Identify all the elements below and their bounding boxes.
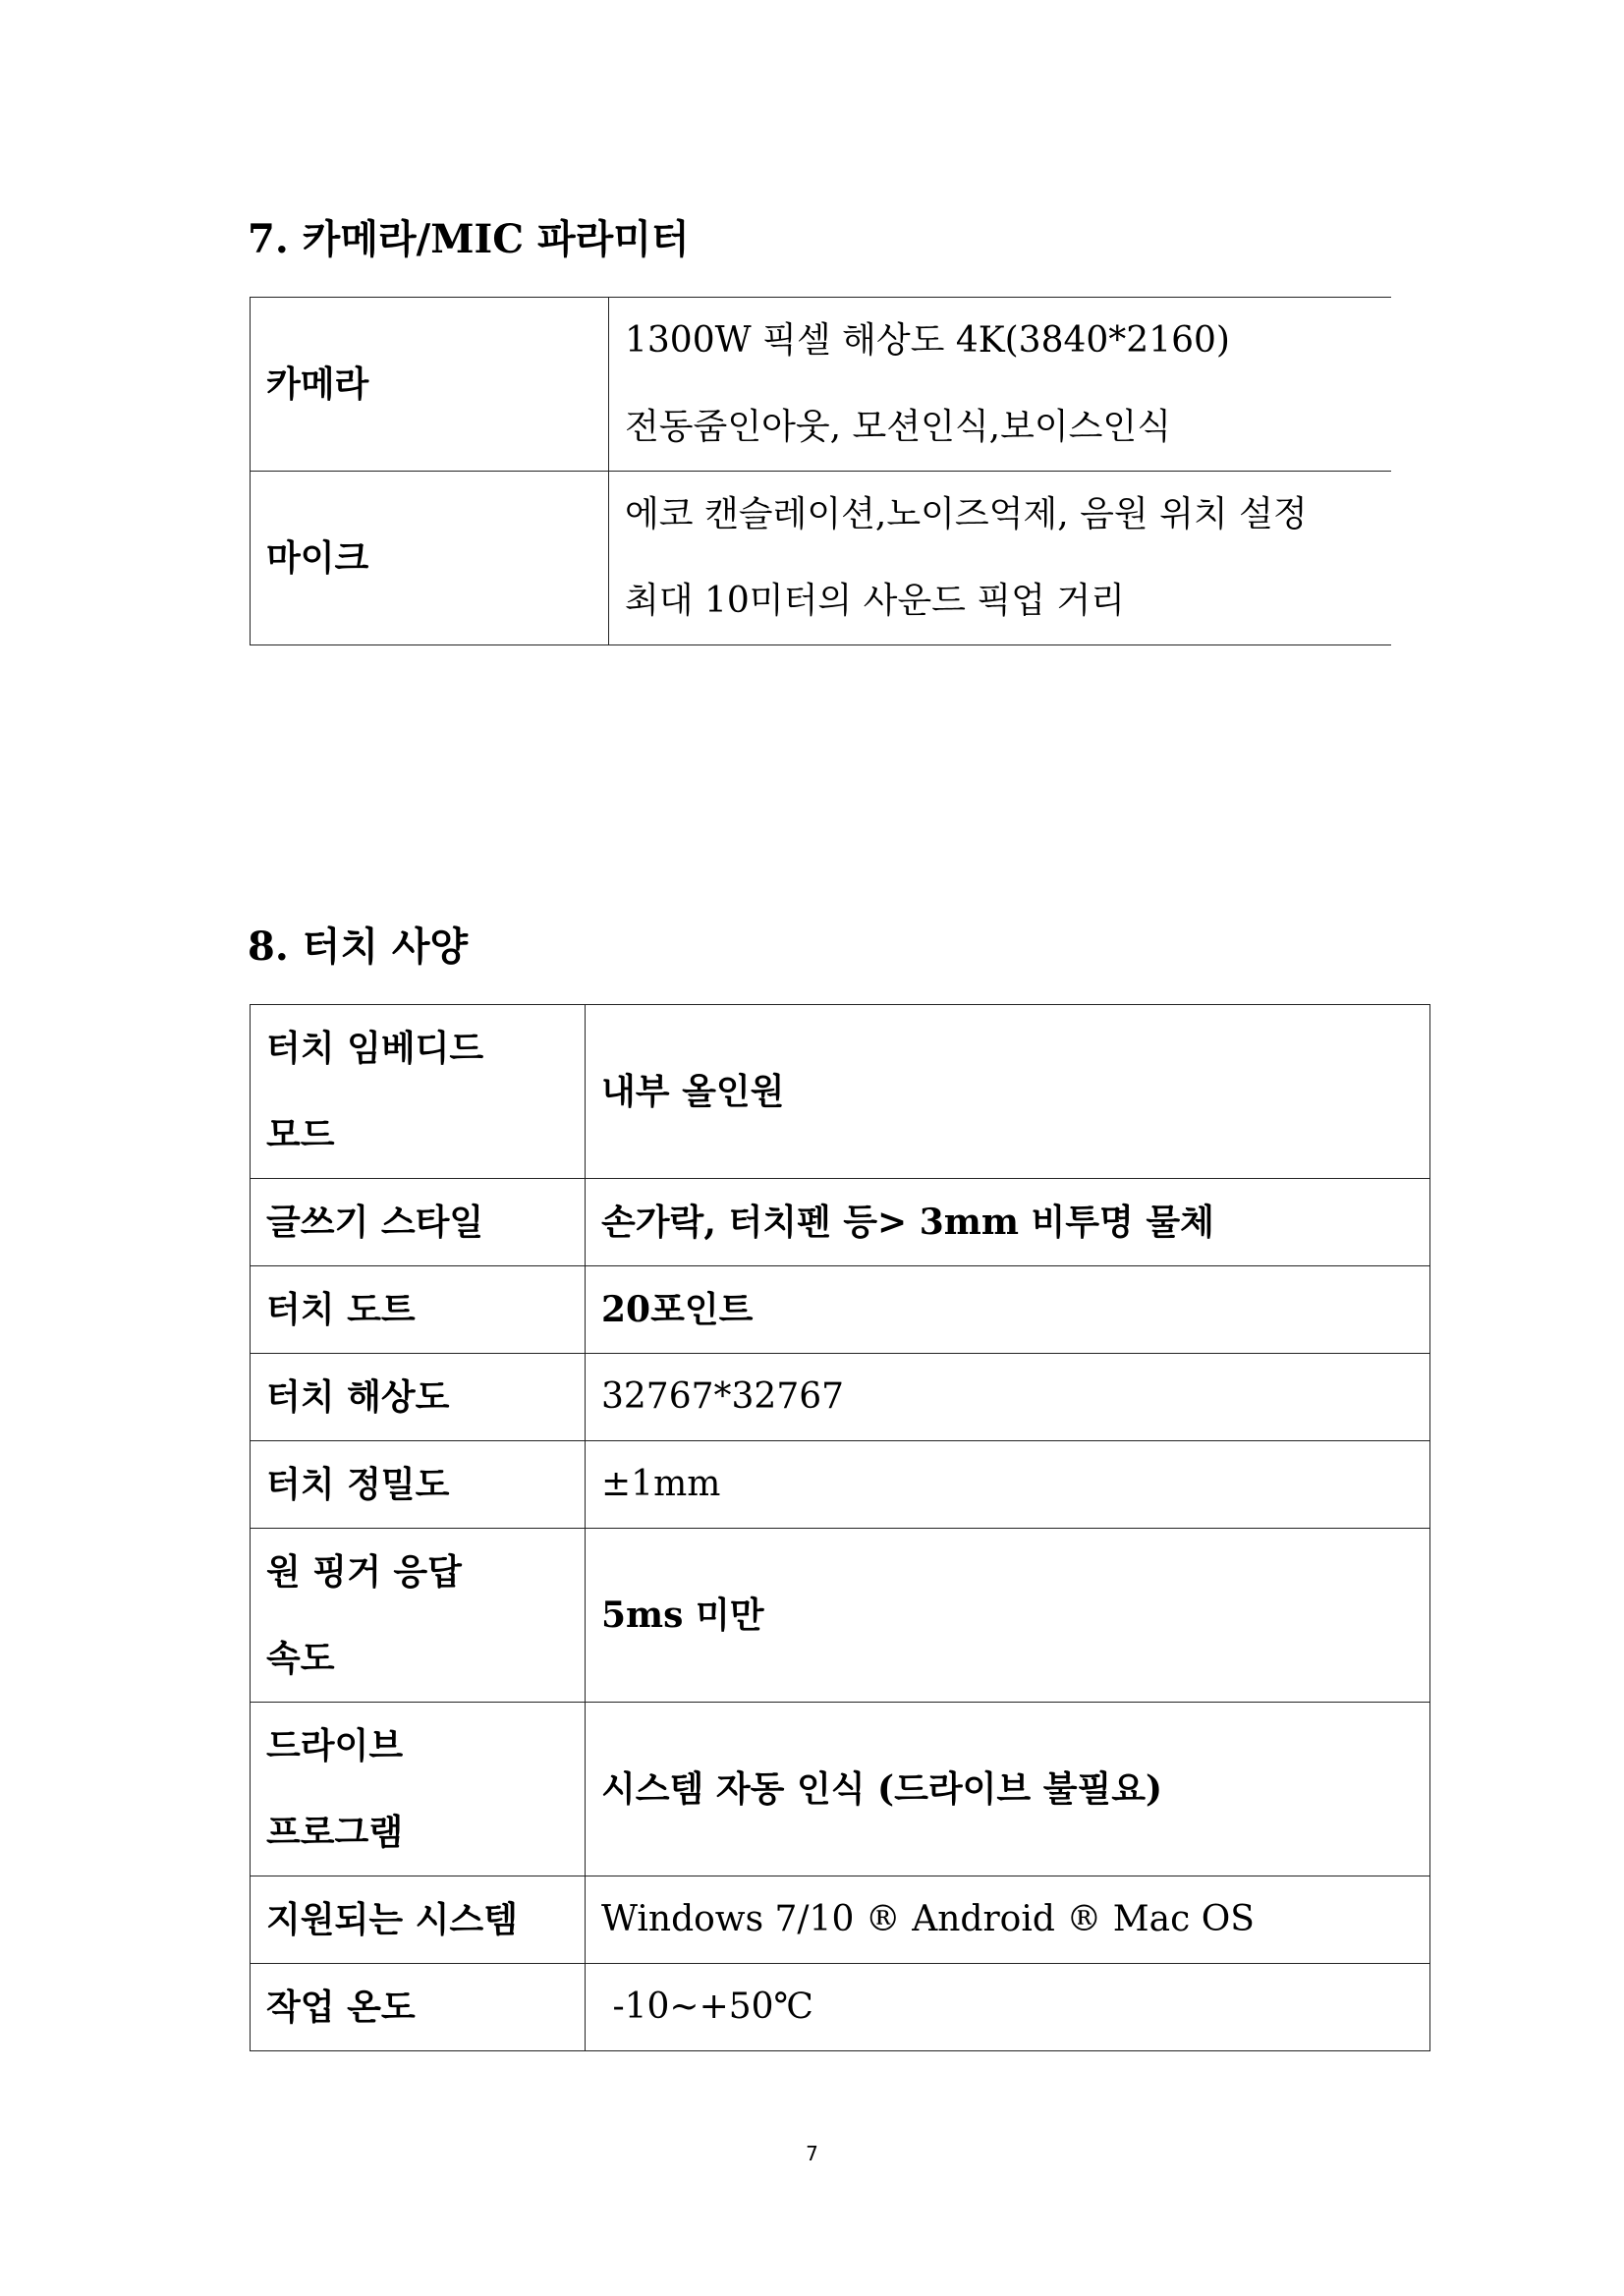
touch-spec-table — [250, 1004, 1430, 2051]
table-row — [251, 1876, 1430, 1964]
mic-value-line-1: 에코 캔슬레이션,노이즈억제, 음원 위치 설정 — [625, 494, 1308, 534]
mic-value-line-2: 최대 10미터의 사운드 픽업 거리 — [625, 581, 1125, 621]
spec-label-line-1: 터치 임베디드 — [266, 1028, 484, 1069]
table-row — [251, 1703, 1430, 1876]
spec-value: 시스템 자동 인식 (드라이브 불필요) — [586, 1703, 1430, 1876]
spec-label: 터치 해상도 — [251, 1354, 586, 1441]
table-row — [251, 1266, 1430, 1354]
spec-label-line-2: 모드 — [266, 1114, 335, 1155]
spec-label-line-1: 원 핑거 응답 — [266, 1551, 462, 1593]
spec-label-line-1: 드라이브 — [266, 1725, 404, 1766]
section-8-heading: 8. 터치 사양 — [248, 924, 469, 970]
spec-label — [251, 1005, 586, 1179]
mic-label: 마이크 — [251, 472, 609, 645]
spec-label: 터치 도트 — [251, 1266, 586, 1354]
section-7-heading: 7. 카메라/MIC 파라미터 — [248, 216, 690, 262]
spec-value: 손가락, 터치펜 등> 3mm 비투명 물체 — [586, 1179, 1430, 1266]
table-row — [251, 1964, 1430, 2051]
spec-label: 작업 온도 — [251, 1964, 586, 2051]
spec-value: 20포인트 — [586, 1266, 1430, 1354]
spec-label-line-2: 프로그램 — [266, 1812, 404, 1853]
spec-label-line-2: 속도 — [266, 1638, 335, 1679]
table-row — [251, 1354, 1430, 1441]
camera-mic-table — [250, 297, 1391, 645]
table-row — [251, 472, 1392, 645]
spec-value: 내부 올인원 — [586, 1005, 1430, 1179]
mic-value — [609, 472, 1392, 645]
spec-value: 32767*32767 — [586, 1354, 1430, 1441]
spec-label: 지원되는 시스템 — [251, 1876, 586, 1964]
camera-value-line-2: 전동줌인아웃, 모션인식,보이스인식 — [625, 407, 1171, 447]
camera-value — [609, 298, 1392, 472]
spec-value: -10~+50℃ — [586, 1964, 1430, 2051]
spec-label — [251, 1703, 586, 1876]
spec-label: 터치 정밀도 — [251, 1441, 586, 1529]
spec-value: Windows 7/10 ® Android ® Mac OS — [586, 1876, 1430, 1964]
camera-label: 카메라 — [251, 298, 609, 472]
table-row — [251, 1005, 1430, 1179]
page-number: 7 — [806, 2142, 818, 2165]
spec-label: 글쓰기 스타일 — [251, 1179, 586, 1266]
table-row — [251, 1441, 1430, 1529]
table-row — [251, 1529, 1430, 1703]
spec-value: ±1mm — [586, 1441, 1430, 1529]
spec-value: 5ms 미만 — [586, 1529, 1430, 1703]
spec-label — [251, 1529, 586, 1703]
table-row — [251, 298, 1392, 472]
table-row — [251, 1179, 1430, 1266]
camera-value-line-1: 1300W 픽셀 해상도 4K(3840*2160) — [625, 320, 1230, 361]
